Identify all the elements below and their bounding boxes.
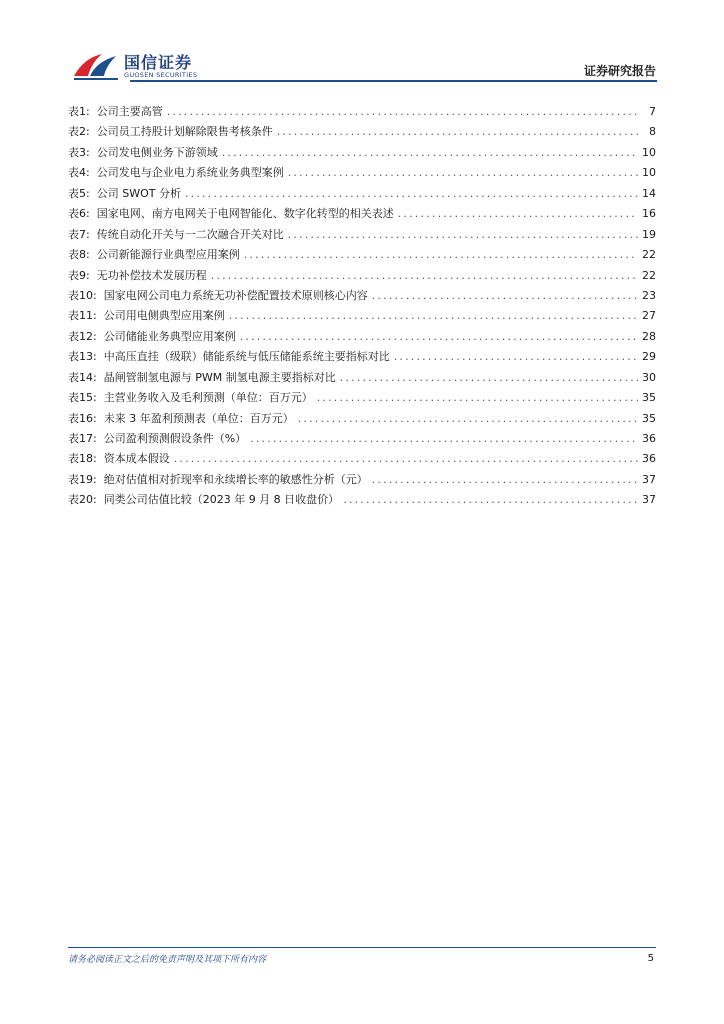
header-rule xyxy=(130,80,657,82)
report-type-label: 证券研究报告 xyxy=(583,64,656,78)
toc-entry[interactable] xyxy=(68,164,656,184)
toc-entry-page: 30 xyxy=(642,370,656,384)
toc-entry-title: 绝对估值相对折现率和永续增长率的敏感性分析（元） xyxy=(103,472,368,486)
toc-leader-dots xyxy=(317,391,638,404)
toc-entry-number: 表19: xyxy=(68,472,97,486)
toc-entry-page: 19 xyxy=(642,227,656,241)
toc-entry-number: 表6: xyxy=(68,207,90,221)
toc-entry-number: 表16: xyxy=(68,411,97,425)
toc-entry-page: 23 xyxy=(642,288,656,302)
toc-entry-title: 传统自动化开关与一二次融合开关对比 xyxy=(96,227,284,241)
toc-entry-title: 国家电网、南方电网关于电网智能化、数字化转型的相关表述 xyxy=(96,207,394,221)
toc-entry-title: 无功补偿技术发展历程 xyxy=(96,268,207,282)
toc-entry-page: 28 xyxy=(642,329,656,343)
toc-leader-dots xyxy=(372,473,638,486)
toc-entry-number: 表12: xyxy=(68,329,97,343)
toc-leader-dots xyxy=(298,412,638,425)
toc-entry-title: 晶闸管制氢电源与 PWM 制氢电源主要指标对比 xyxy=(103,370,336,384)
toc-entry-page: 35 xyxy=(642,391,656,405)
toc-entry-page: 27 xyxy=(642,309,656,323)
toc-leader-dots xyxy=(174,452,638,465)
toc-entry-number: 表15: xyxy=(68,391,97,405)
toc-entry[interactable] xyxy=(68,267,656,287)
toc-entry-page: 35 xyxy=(642,411,656,425)
toc-entry-page: 16 xyxy=(642,207,656,221)
toc-entry-number: 表1: xyxy=(68,105,90,118)
toc-entry[interactable] xyxy=(68,287,656,307)
toc-entry[interactable] xyxy=(68,103,656,123)
toc-leader-dots xyxy=(340,371,638,384)
logo-chinese-name: 国信证券 xyxy=(124,53,193,72)
toc-leader-dots xyxy=(244,248,638,261)
footer-disclaimer: 请务必阅读正文之后的免责声明及其项下所有内容 xyxy=(68,955,267,965)
toc-entry-page: 29 xyxy=(642,350,656,364)
toc-leader-dots xyxy=(288,166,638,179)
toc-entry-number: 表14: xyxy=(68,370,97,384)
toc-entry-number: 表9: xyxy=(68,268,90,282)
toc-entry-title: 未来 3 年盈利预测表（单位：百万元） xyxy=(103,411,294,425)
toc-entry-number: 表5: xyxy=(68,186,90,200)
toc-leader-dots xyxy=(288,228,638,241)
toc-entry-page: 37 xyxy=(642,472,656,486)
toc-entry-title: 国家电网公司电力系统无功补偿配置技术原则核心内容 xyxy=(103,288,368,302)
toc-entry-number: 表20: xyxy=(68,493,97,507)
toc-leader-dots xyxy=(394,350,638,363)
toc-entry[interactable] xyxy=(68,430,656,450)
toc-entry-page: 8 xyxy=(649,125,656,139)
guosen-logo-icon xyxy=(72,50,122,82)
toc-entry-number: 表2: xyxy=(68,125,90,139)
toc-leader-dots xyxy=(222,146,638,159)
page-number: 5 xyxy=(647,953,654,964)
toc-entry-number: 表7: xyxy=(68,227,90,241)
toc-entry[interactable] xyxy=(68,450,656,470)
toc-entry[interactable] xyxy=(68,205,656,225)
toc-entry-page: 36 xyxy=(642,452,656,466)
toc-leader-dots xyxy=(185,187,638,200)
toc-entry[interactable] xyxy=(68,246,656,266)
toc-entry[interactable] xyxy=(68,307,656,327)
toc-entry[interactable] xyxy=(68,369,656,389)
toc-leader-dots xyxy=(167,105,638,118)
toc-entry-number: 表4: xyxy=(68,166,90,180)
toc-entry-page: 7 xyxy=(649,105,656,118)
toc-entry-title: 中高压直挂（级联）储能系统与低压储能系统主要指标对比 xyxy=(103,350,390,364)
toc-leader-dots xyxy=(372,289,638,302)
toc-entry-title: 公司新能源行业典型应用案例 xyxy=(96,248,240,262)
toc-entry-page: 14 xyxy=(642,186,656,200)
toc-entry-page: 10 xyxy=(642,166,656,180)
toc-entry[interactable] xyxy=(68,491,656,511)
toc-entry[interactable] xyxy=(68,348,656,368)
toc-entry-page: 36 xyxy=(642,432,656,445)
toc-entry[interactable] xyxy=(68,226,656,246)
toc-entry-number: 表13: xyxy=(68,350,97,364)
toc-entry[interactable] xyxy=(68,471,656,491)
toc-entry[interactable] xyxy=(68,123,656,143)
table-of-tables xyxy=(68,103,656,512)
toc-entry-number: 表8: xyxy=(68,248,90,262)
toc-entry[interactable] xyxy=(68,389,656,409)
toc-entry-page: 37 xyxy=(642,493,656,507)
toc-entry-title: 公司发电与企业电力系统业务典型案例 xyxy=(96,166,284,180)
toc-entry-number: 表17: xyxy=(68,432,97,445)
toc-entry-title: 同类公司估值比较（2023 年 9 月 8 日收盘价） xyxy=(103,493,340,507)
toc-entry-title: 公司盈利预测假设条件（%） xyxy=(103,432,247,445)
toc-entry[interactable] xyxy=(68,144,656,164)
toc-entry-title: 公司主要高管 xyxy=(96,105,163,118)
toc-entry-title: 资本成本假设 xyxy=(103,452,170,466)
toc-entry-title: 公司储能业务典型应用案例 xyxy=(103,329,236,343)
toc-entry-page: 10 xyxy=(642,145,656,159)
page-header xyxy=(0,0,724,90)
toc-entry[interactable] xyxy=(68,185,656,205)
toc-entry-page: 22 xyxy=(642,268,656,282)
footer-rule xyxy=(68,947,656,948)
toc-entry-title: 主营业务收入及毛利预测（单位：百万元） xyxy=(103,391,313,405)
toc-entry-title: 公司 SWOT 分析 xyxy=(96,186,181,200)
toc-entry-number: 表3: xyxy=(68,145,90,159)
toc-entry-number: 表11: xyxy=(68,309,97,323)
toc-entry-title: 公司发电侧业务下游领域 xyxy=(96,145,218,159)
toc-entry[interactable] xyxy=(68,410,656,430)
logo-english-name: GUOSEN SECURITIES xyxy=(124,71,198,79)
toc-entry-page: 22 xyxy=(642,248,656,262)
toc-leader-dots xyxy=(229,309,638,322)
toc-entry-number: 表18: xyxy=(68,452,97,466)
toc-leader-dots xyxy=(250,432,638,445)
toc-leader-dots xyxy=(398,207,638,220)
toc-entry-number: 表10: xyxy=(68,288,97,302)
toc-entry-title: 公司用电侧典型应用案例 xyxy=(103,309,225,323)
toc-leader-dots xyxy=(343,493,638,506)
toc-leader-dots xyxy=(277,125,638,138)
toc-leader-dots xyxy=(211,269,638,282)
guosen-logo xyxy=(72,50,222,84)
toc-leader-dots xyxy=(240,330,638,343)
toc-entry[interactable] xyxy=(68,328,656,348)
toc-entry-title: 公司员工持股计划解除限售考核条件 xyxy=(96,125,273,139)
